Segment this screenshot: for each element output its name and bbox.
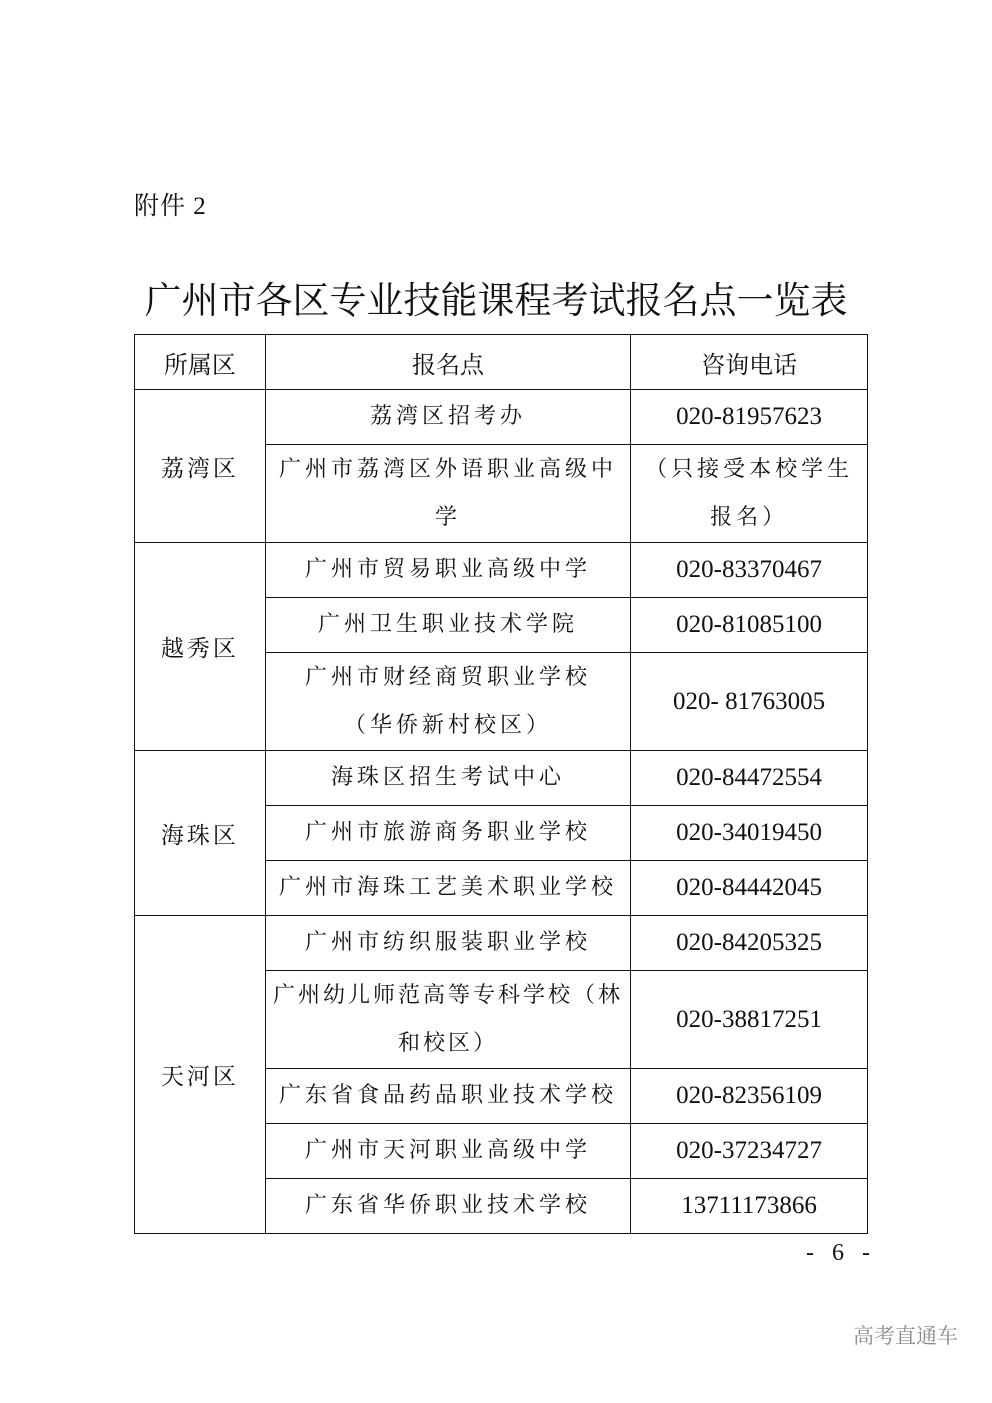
phone-cell: 020-83370467: [631, 543, 868, 598]
site-cell: 广东省食品药品职业技术学校: [265, 1069, 630, 1124]
phone-cell: 020-34019450: [631, 806, 868, 861]
phone-cell: 020- 81763005: [631, 653, 868, 751]
site-cell: 广州市财经商贸职业学校（华侨新村校区）: [265, 653, 630, 751]
phone-cell: 020-81957623: [631, 390, 868, 445]
table-row: [135, 916, 868, 971]
site-cell: 广州市荔湾区外语职业高级中学: [265, 445, 630, 543]
phone-cell: 020-37234727: [631, 1124, 868, 1179]
table-row: [135, 751, 868, 806]
header-phone: 咨询电话: [631, 335, 868, 390]
district-cell: 荔湾区: [135, 390, 266, 543]
site-cell: 广州市天河职业高级中学: [265, 1124, 630, 1179]
site-cell: 海珠区招生考试中心: [265, 751, 630, 806]
page-title: 广州市各区专业技能课程考试报名点一览表: [144, 279, 848, 322]
site-cell: 广州市海珠工艺美术职业学校: [265, 861, 630, 916]
district-cell: 天河区: [135, 916, 266, 1234]
header-site: 报名点: [265, 335, 630, 390]
phone-cell: 020-82356109: [631, 1069, 868, 1124]
page-number: - 6 -: [806, 1240, 876, 1266]
district-cell: 海珠区: [135, 751, 266, 916]
district-cell: 越秀区: [135, 543, 266, 751]
phone-cell: 020-84205325: [631, 916, 868, 971]
phone-cell: 13711173866: [631, 1179, 868, 1234]
site-cell: 广州幼儿师范高等专科学校（林和校区）: [265, 971, 630, 1069]
table-row: [135, 543, 868, 598]
phone-cell: 020-84442045: [631, 861, 868, 916]
phone-cell: 020-38817251: [631, 971, 868, 1069]
table-header-row: [135, 335, 868, 390]
registration-sites-table: [134, 334, 868, 1234]
site-cell: 荔湾区招考办: [265, 390, 630, 445]
phone-cell: 020-84472554: [631, 751, 868, 806]
site-cell: 广州市贸易职业高级中学: [265, 543, 630, 598]
phone-note-cell: （只接受本校学生报名）: [631, 445, 868, 543]
header-district: 所属区: [135, 335, 266, 390]
table-row: [135, 390, 868, 445]
site-cell: 广州市旅游商务职业学校: [265, 806, 630, 861]
site-cell: 广州卫生职业技术学院: [265, 598, 630, 653]
attachment-label: 附件 2: [134, 193, 207, 220]
site-cell: 广东省华侨职业技术学校: [265, 1179, 630, 1234]
phone-cell: 020-81085100: [631, 598, 868, 653]
watermark: 高考直通车: [853, 1324, 958, 1348]
site-cell: 广州市纺织服装职业学校: [265, 916, 630, 971]
